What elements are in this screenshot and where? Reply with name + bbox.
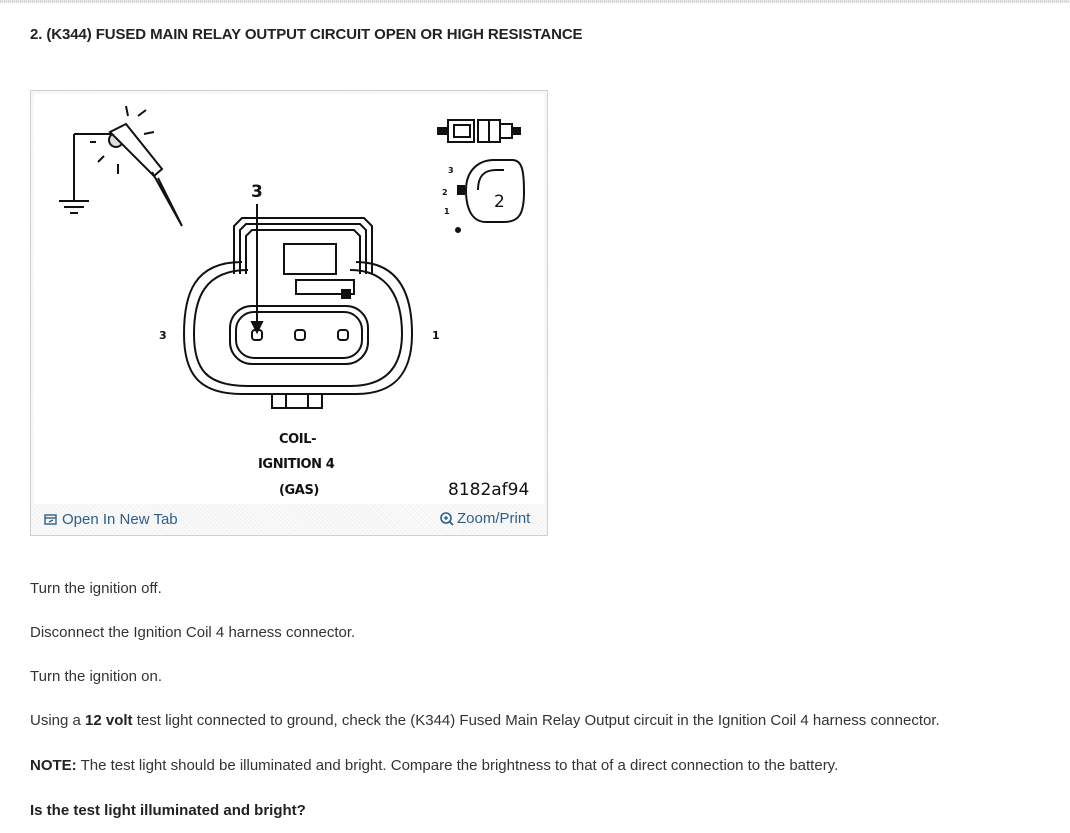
step-disconnect: Disconnect the Ignition Coil 4 harness connector. bbox=[30, 624, 356, 641]
connector-end-view bbox=[456, 160, 524, 232]
caption-line-1: COIL- bbox=[279, 432, 317, 447]
open-new-tab-link[interactable] bbox=[44, 511, 178, 528]
note bbox=[30, 757, 838, 774]
connector-housing bbox=[184, 218, 412, 408]
caption-line-3: (GAS) bbox=[279, 483, 319, 498]
pin-label-left: 3 bbox=[159, 329, 167, 342]
zoom-print-link[interactable] bbox=[439, 510, 530, 527]
step-test-light bbox=[30, 712, 940, 729]
mini-pin-label-1: 1 bbox=[444, 207, 450, 216]
zoom-icon bbox=[439, 511, 455, 527]
step-test-light-post: test light connected to ground, check the (K344) Fused Main Relay Output circuit in the Ignition Coil 4 harness connector. bbox=[132, 712, 940, 729]
pin-label-top: 3 bbox=[251, 182, 263, 202]
image-code: 8182af94 bbox=[448, 480, 530, 500]
question: Is the test light illuminated and bright? bbox=[30, 802, 306, 819]
ground-icon bbox=[59, 134, 112, 213]
step-ignition-on: Turn the ignition on. bbox=[30, 668, 163, 685]
connector-front-view bbox=[438, 120, 520, 142]
note-label: NOTE: bbox=[30, 757, 77, 774]
view-label-2: 2 bbox=[494, 192, 505, 212]
caption-line-2: IGNITION 4 bbox=[258, 457, 335, 472]
connector-diagram bbox=[34, 94, 544, 504]
mini-pin-label-3: 3 bbox=[448, 166, 454, 175]
step-test-light-pre: Using a bbox=[30, 712, 86, 729]
step-ignition-off: Turn the ignition off. bbox=[30, 580, 162, 597]
open-new-tab-icon bbox=[44, 513, 57, 526]
note-text: The test light should be illuminated and bright. Compare the brightness to that of a direct connection to the battery. bbox=[76, 757, 839, 774]
step-test-light-bold: 12 volt bbox=[85, 712, 133, 729]
test-light-icon bbox=[90, 106, 182, 226]
top-divider bbox=[0, 0, 1070, 3]
pin-label-right: 1 bbox=[432, 329, 440, 342]
mini-pin-label-2: 2 bbox=[442, 188, 448, 197]
page-title: 2. (K344) FUSED MAIN RELAY OUTPUT CIRCUIT OPEN OR HIGH RESISTANCE bbox=[30, 26, 583, 43]
diagram-figure bbox=[30, 90, 548, 536]
open-new-tab-label: Open In New Tab bbox=[62, 511, 178, 528]
zoom-print-label: Zoom/Print bbox=[457, 510, 531, 527]
